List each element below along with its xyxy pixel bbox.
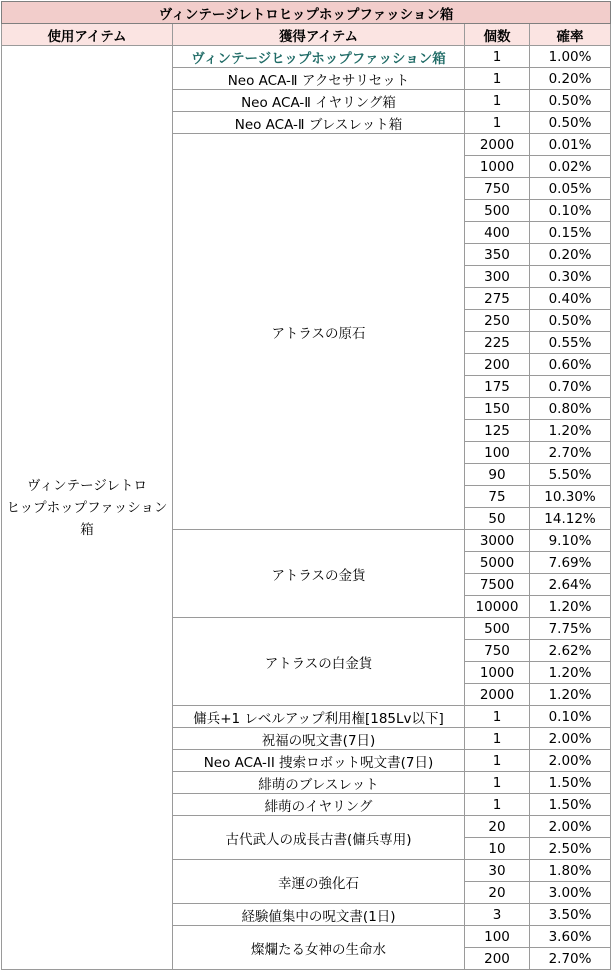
obtained-item-name: アトラスの白金貨 — [173, 618, 465, 706]
obtained-item-name: 緋萌のブレスレット — [173, 772, 465, 794]
item-count: 1 — [465, 112, 530, 134]
item-count: 10 — [465, 838, 530, 860]
item-count: 20 — [465, 882, 530, 904]
item-count: 7500 — [465, 574, 530, 596]
obtained-item-name: アトラスの原石 — [173, 134, 465, 530]
drop-rate: 0.10% — [530, 706, 611, 728]
drop-rate: 2.64% — [530, 574, 611, 596]
item-count: 20 — [465, 816, 530, 838]
drop-rate: 10.30% — [530, 486, 611, 508]
item-count: 200 — [465, 948, 530, 970]
drop-rate: 0.50% — [530, 310, 611, 332]
drop-rate: 3.00% — [530, 882, 611, 904]
drop-rate: 3.60% — [530, 926, 611, 948]
drop-rate: 7.69% — [530, 552, 611, 574]
drop-rate: 0.40% — [530, 288, 611, 310]
item-count: 75 — [465, 486, 530, 508]
table-title: ヴィンテージレトロヒップホップファッション箱 — [2, 2, 611, 24]
item-count: 1 — [465, 728, 530, 750]
drop-rate: 7.75% — [530, 618, 611, 640]
drop-rate: 2.00% — [530, 816, 611, 838]
drop-rate: 0.05% — [530, 178, 611, 200]
item-count: 2000 — [465, 684, 530, 706]
drop-rate: 0.01% — [530, 134, 611, 156]
item-count: 175 — [465, 376, 530, 398]
drop-rate: 1.50% — [530, 772, 611, 794]
item-count: 400 — [465, 222, 530, 244]
used-item-name-line1: ヴィンテージレトロ — [26, 477, 148, 494]
item-count: 250 — [465, 310, 530, 332]
obtained-item-name: Neo ACA-Ⅱ アクセサリセット — [173, 68, 465, 90]
item-count: 300 — [465, 266, 530, 288]
obtained-item-name: 燦爛たる女神の生命水 — [173, 926, 465, 970]
drop-rate: 1.80% — [530, 860, 611, 882]
item-count: 1000 — [465, 662, 530, 684]
title-row — [2, 2, 611, 24]
item-count: 1000 — [465, 156, 530, 178]
drop-rate: 0.50% — [530, 112, 611, 134]
drop-rate: 1.20% — [530, 420, 611, 442]
drop-rate: 2.62% — [530, 640, 611, 662]
drop-rate: 2.70% — [530, 442, 611, 464]
item-count: 750 — [465, 640, 530, 662]
drop-rate: 0.10% — [530, 200, 611, 222]
item-count: 30 — [465, 860, 530, 882]
table-row — [2, 46, 611, 68]
drop-rate: 0.20% — [530, 68, 611, 90]
item-count: 500 — [465, 200, 530, 222]
item-count: 100 — [465, 926, 530, 948]
drop-rate: 5.50% — [530, 464, 611, 486]
drop-rate-table — [1, 1, 611, 970]
item-count: 1 — [465, 794, 530, 816]
drop-rate: 0.55% — [530, 332, 611, 354]
item-count: 100 — [465, 442, 530, 464]
item-count: 1 — [465, 772, 530, 794]
obtained-item-name: 緋萌のイヤリング — [173, 794, 465, 816]
drop-rate: 9.10% — [530, 530, 611, 552]
header-obtained-item: 獲得アイテム — [173, 24, 465, 46]
obtained-item-name: Neo ACA-Ⅱ イヤリング箱 — [173, 90, 465, 112]
item-count: 200 — [465, 354, 530, 376]
drop-rate: 0.02% — [530, 156, 611, 178]
item-count: 750 — [465, 178, 530, 200]
obtained-item-name: 幸運の強化石 — [173, 860, 465, 904]
drop-rate: 0.30% — [530, 266, 611, 288]
used-item-cell — [2, 46, 173, 970]
drop-rate: 1.00% — [530, 46, 611, 68]
header-used-item: 使用アイテム — [2, 24, 173, 46]
item-count: 1 — [465, 90, 530, 112]
used-item-name-line2: ヒップホップファッション箱 — [6, 499, 168, 538]
drop-rate: 2.00% — [530, 750, 611, 772]
item-count: 5000 — [465, 552, 530, 574]
drop-rate: 2.50% — [530, 838, 611, 860]
obtained-item-name: アトラスの金貨 — [173, 530, 465, 618]
drop-rate: 1.20% — [530, 596, 611, 618]
header-count: 個数 — [465, 24, 530, 46]
drop-rate: 2.70% — [530, 948, 611, 970]
item-count: 1 — [465, 706, 530, 728]
drop-rate: 1.20% — [530, 662, 611, 684]
item-count: 1 — [465, 750, 530, 772]
obtained-item-name: 祝福の呪文書(7日) — [173, 728, 465, 750]
obtained-item-name: 経験値集中の呪文書(1日) — [173, 904, 465, 926]
item-count: 1 — [465, 46, 530, 68]
item-count: 500 — [465, 618, 530, 640]
item-count: 275 — [465, 288, 530, 310]
header-rate: 確率 — [530, 24, 611, 46]
obtained-item-name: ヴィンテージヒップホップファッション箱 — [173, 46, 465, 68]
header-row — [2, 24, 611, 46]
drop-rate: 1.50% — [530, 794, 611, 816]
item-count: 3000 — [465, 530, 530, 552]
item-count: 350 — [465, 244, 530, 266]
obtained-item-name: 傭兵+1 レベルアップ利用権[185Lv以下] — [173, 706, 465, 728]
drop-rate: 14.12% — [530, 508, 611, 530]
obtained-item-name: 古代武人の成長古書(傭兵専用) — [173, 816, 465, 860]
item-count: 1 — [465, 68, 530, 90]
obtained-item-name: Neo ACA-Ⅱ ブレスレット箱 — [173, 112, 465, 134]
drop-rate: 1.20% — [530, 684, 611, 706]
drop-rate: 0.80% — [530, 398, 611, 420]
item-count: 10000 — [465, 596, 530, 618]
item-count: 2000 — [465, 134, 530, 156]
drop-rate: 0.20% — [530, 244, 611, 266]
drop-rate: 0.50% — [530, 90, 611, 112]
item-count: 90 — [465, 464, 530, 486]
item-count: 125 — [465, 420, 530, 442]
table-body — [2, 46, 611, 970]
item-count: 50 — [465, 508, 530, 530]
drop-rate: 2.00% — [530, 728, 611, 750]
item-count: 225 — [465, 332, 530, 354]
item-count: 150 — [465, 398, 530, 420]
drop-rate: 0.70% — [530, 376, 611, 398]
drop-rate: 0.15% — [530, 222, 611, 244]
drop-rate: 0.60% — [530, 354, 611, 376]
obtained-item-name: Neo ACA-II 捜索ロボット呪文書(7日) — [173, 750, 465, 772]
drop-rate: 3.50% — [530, 904, 611, 926]
item-count: 3 — [465, 904, 530, 926]
